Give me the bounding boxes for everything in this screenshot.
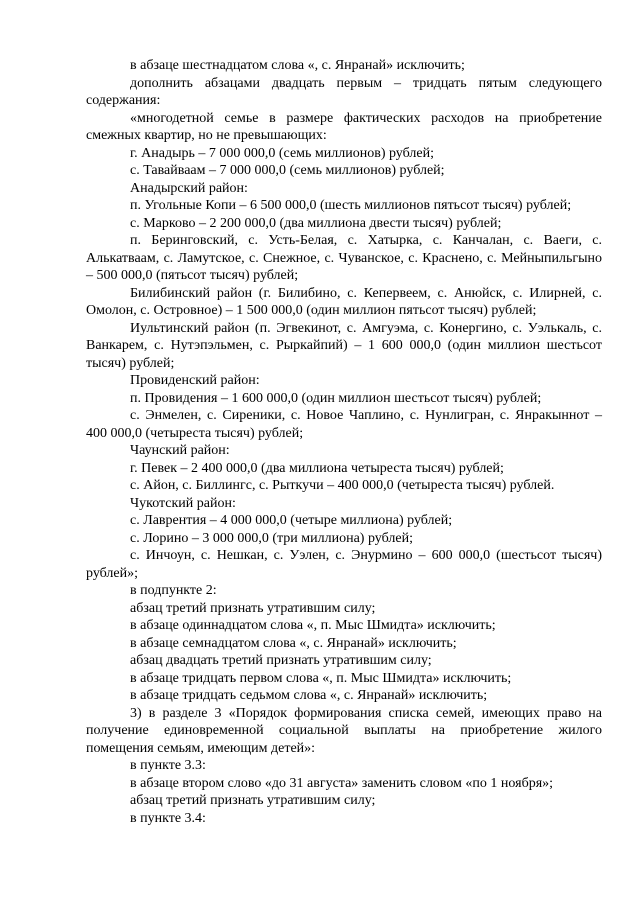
- paragraph: в абзаце тридцать седьмом слова «, с. Янранай» исключить;: [130, 688, 488, 703]
- paragraph: в абзаце шестнадцатом слова «, с. Янранай» исключить;: [130, 58, 465, 73]
- paragraph: с. Инчоун, с. Нешкан, с. Уэлен, с. Энурмино – 600 000,0 (шестьсот тысяч) рублей»;: [86, 548, 602, 581]
- paragraph: в пункте 3.4:: [130, 810, 206, 826]
- paragraph: в абзаце тридцать первом слова «, п. Мыс Шмидта» исключить;: [130, 670, 512, 686]
- paragraph: абзац третий признать утратившим силу;: [130, 793, 376, 808]
- paragraph: в подпункте 2:: [130, 583, 217, 598]
- paragraph: абзац двадцать третий признать утратившим силу;: [130, 653, 432, 668]
- paragraph: в абзаце втором слово «до 31 августа» заменить словом «по 1 ноября»;: [130, 775, 554, 791]
- paragraph: в абзаце одиннадцатом слова «, п. Мыс Шмидта» исключить;: [130, 618, 496, 633]
- paragraph: с. Айон, с. Биллингс, с. Рыткучи – 400 000,0 (четыреста тысяч) рублей.: [130, 478, 555, 493]
- paragraph: «многодетной семье в размере фактических расходов на приобретение смежных квартир, но не превышающих:: [86, 110, 602, 143]
- paragraph: Иультинский район (п. Эгвекинот, с. Амгуэма, с. Конергино, с. Уэлькаль, с. Ванкарем, с. Нутэпэльмен, с. Рыркайпий) – 1 600 000,0 (один миллион шестьсот тысяч) рублей;: [86, 320, 602, 371]
- paragraph: Чукотский район:: [130, 495, 236, 511]
- paragraph: дополнить абзацами двадцать первым – тридцать пятым следующего содержания:: [86, 75, 602, 108]
- paragraph: п. Угольные Копи – 6 500 000,0 (шесть миллионов пятьсот тысяч) рублей;: [130, 198, 572, 213]
- paragraph: 3) в разделе 3 «Порядок формирования списка семей, имеющих право на получение единовременной социальной выплаты на приобретение жилого помещения семьям, имеющим детей»:: [86, 705, 602, 756]
- paragraph: с. Энмелен, с. Сиреники, с. Новое Чаплино, с. Нунлигран, с. Янракыннот – 400 000,0 (четыреста тысяч) рублей;: [86, 408, 602, 441]
- paragraph: г. Певек – 2 400 000,0 (два миллиона четыреста тысяч) рублей;: [130, 460, 504, 476]
- paragraph: с. Марково – 2 200 000,0 (два миллиона двести тысяч) рублей;: [130, 215, 502, 231]
- paragraph: Провиденский район:: [130, 373, 260, 388]
- paragraph: Анадырский район:: [130, 180, 248, 196]
- paragraph: п. Провидения – 1 600 000,0 (один миллион шестьсот тысяч) рублей;: [130, 390, 542, 406]
- document-page: [86, 57, 602, 827]
- paragraph: с. Лорино – 3 000 000,0 (три миллиона) рублей;: [130, 530, 413, 546]
- paragraph: с. Лаврентия – 4 000 000,0 (четыре миллиона) рублей;: [130, 513, 453, 528]
- paragraph: п. Беринговский, с. Усть-Белая, с. Хатырка, с. Канчалан, с. Ваеги, с. Алькатваам, с. Ламутское, с. Снежное, с. Чуванское, с. Краснено, с. Мейныпильгыно – 500 000,0 (пятьсот тысяч) рублей;: [86, 233, 602, 283]
- paragraph: с. Тавайваам – 7 000 000,0 (семь миллионов) рублей;: [130, 163, 445, 178]
- paragraph: в пункте 3.3:: [130, 758, 206, 773]
- paragraph: г. Анадырь – 7 000 000,0 (семь миллионов) рублей;: [130, 145, 434, 161]
- paragraph: в абзаце семнадцатом слова «, с. Янранай» исключить;: [130, 635, 457, 651]
- paragraph: Чаунский район:: [130, 443, 230, 458]
- paragraph: абзац третий признать утратившим силу;: [130, 600, 376, 616]
- paragraph: Билибинский район (г. Билибино, с. Кепервеем, с. Анюйск, с. Илирней, с. Омолон, с. Островное) – 1 500 000,0 (один миллион пятьсот тысяч) рублей;: [86, 285, 602, 318]
